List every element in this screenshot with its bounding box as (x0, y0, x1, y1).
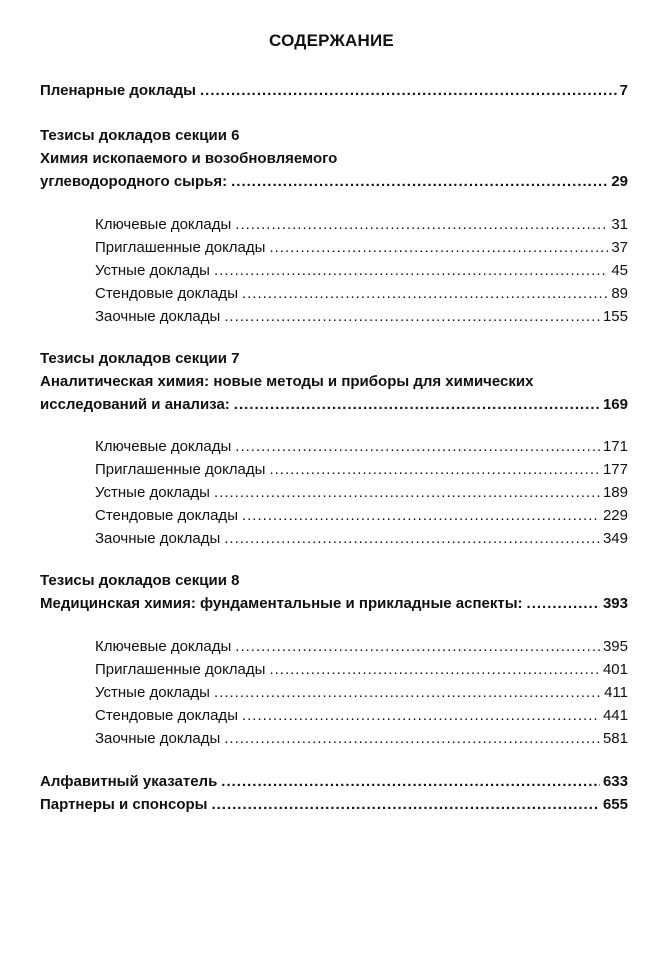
leader-dots (269, 659, 600, 681)
leader-dots (214, 260, 608, 282)
toc-subentry[interactable] (95, 306, 628, 328)
toc-subentry-label: Ключевые доклады (95, 216, 232, 233)
toc-subentry[interactable] (95, 528, 628, 550)
leader-dots (224, 528, 600, 550)
toc-subentry[interactable] (95, 459, 628, 481)
toc-subentry-page: 411 (604, 684, 628, 701)
toc-entry-label: Партнеры и спонсоры (40, 796, 208, 813)
toc-entry-page: 7 (619, 82, 628, 99)
leader-dots (269, 459, 600, 481)
toc-subentry-page: 155 (602, 308, 628, 325)
section6-heading: Тезисы докладов секции 6 (40, 127, 240, 144)
toc-subentry-page: 31 (611, 216, 628, 233)
toc-subentry-page: 229 (602, 507, 628, 524)
leader-dots (224, 728, 600, 750)
toc-subentry-label: Стендовые доклады (95, 707, 238, 724)
toc-entry-label: Пленарные доклады (40, 82, 196, 99)
leader-dots (200, 80, 617, 102)
toc-subentry[interactable] (95, 283, 628, 305)
toc-subentry[interactable] (95, 237, 628, 259)
leader-dots (269, 237, 608, 259)
toc-entry-page: 393 (602, 595, 628, 612)
toc-subentry-page: 177 (602, 461, 628, 478)
toc-subentry-page: 45 (611, 262, 628, 279)
toc-subentry-page: 581 (602, 730, 628, 747)
leader-dots (235, 436, 600, 458)
toc-entry-page: 633 (602, 773, 628, 790)
toc-subentry[interactable] (95, 636, 628, 658)
toc-entry-label: Медицинская химия: фундаментальные и прикладные аспекты: (40, 595, 523, 612)
toc-subentry-page: 37 (611, 239, 628, 256)
toc-entry-section8[interactable] (40, 593, 628, 615)
toc-subentry[interactable] (95, 505, 628, 527)
toc-subentry[interactable] (95, 682, 628, 704)
leader-dots (211, 794, 600, 816)
leader-dots (234, 394, 600, 416)
leader-dots (231, 171, 608, 193)
toc-entry-partners[interactable] (40, 794, 628, 816)
toc-subentry-label: Устные доклады (95, 684, 210, 701)
toc-entry-label: углеводородного сырья: (40, 173, 228, 190)
leader-dots (214, 682, 601, 704)
toc-entry-plenary[interactable] (40, 80, 628, 102)
toc-subentry-label: Устные доклады (95, 262, 210, 279)
toc-subentry-label: Стендовые доклады (95, 507, 238, 524)
toc-entry-section7[interactable] (40, 394, 628, 416)
toc-entry-page: 29 (611, 173, 628, 190)
toc-subentry[interactable] (95, 436, 628, 458)
page-title: СОДЕРЖАНИЕ (269, 31, 394, 50)
toc-subentry-page: 395 (602, 638, 628, 655)
toc-subentry[interactable] (95, 659, 628, 681)
leader-dots (242, 705, 600, 727)
toc-subentry-page: 401 (602, 661, 628, 678)
leader-dots (527, 593, 600, 615)
toc-subentry[interactable] (95, 705, 628, 727)
toc-subentry[interactable] (95, 728, 628, 750)
toc-subentry-label: Приглашенные доклады (95, 661, 266, 678)
leader-dots (224, 306, 600, 328)
toc-subentry-label: Ключевые доклады (95, 638, 232, 655)
toc-subentry-page: 89 (611, 285, 628, 302)
toc-entry-label: Алфавитный указатель (40, 773, 218, 790)
toc-subentry[interactable] (95, 482, 628, 504)
toc-subentry[interactable] (95, 214, 628, 236)
section8-heading: Тезисы докладов секции 8 (40, 572, 240, 589)
leader-dots (214, 482, 600, 504)
toc-subentry-label: Устные доклады (95, 484, 210, 501)
leader-dots (221, 771, 600, 793)
toc-subentry-label: Заочные доклады (95, 308, 221, 325)
section7-subtitle-line1: Аналитическая химия: новые методы и приборы для химических (40, 373, 534, 390)
toc-subentry-page: 171 (602, 438, 628, 455)
toc-subentry-label: Приглашенные доклады (95, 461, 266, 478)
leader-dots (242, 283, 608, 305)
toc-entry-index[interactable] (40, 771, 628, 793)
toc-subentry-label: Заочные доклады (95, 530, 221, 547)
section7-heading: Тезисы докладов секции 7 (40, 350, 240, 367)
toc-subentry-page: 441 (602, 707, 628, 724)
toc-subentry-page: 189 (602, 484, 628, 501)
toc-subentry-label: Приглашенные доклады (95, 239, 266, 256)
leader-dots (235, 636, 600, 658)
toc-subentry[interactable] (95, 260, 628, 282)
section6-subtitle-line1: Химия ископаемого и возобновляемого (40, 150, 338, 167)
toc-subentry-label: Стендовые доклады (95, 285, 238, 302)
toc-entry-page: 655 (602, 796, 628, 813)
toc-entry-section6[interactable] (40, 171, 628, 193)
toc-entry-page: 169 (602, 396, 628, 413)
leader-dots (242, 505, 600, 527)
toc-subentry-label: Ключевые доклады (95, 438, 232, 455)
toc-subentry-label: Заочные доклады (95, 730, 221, 747)
leader-dots (235, 214, 608, 236)
toc-entry-label: исследований и анализа: (40, 396, 230, 413)
toc-subentry-page: 349 (602, 530, 628, 547)
